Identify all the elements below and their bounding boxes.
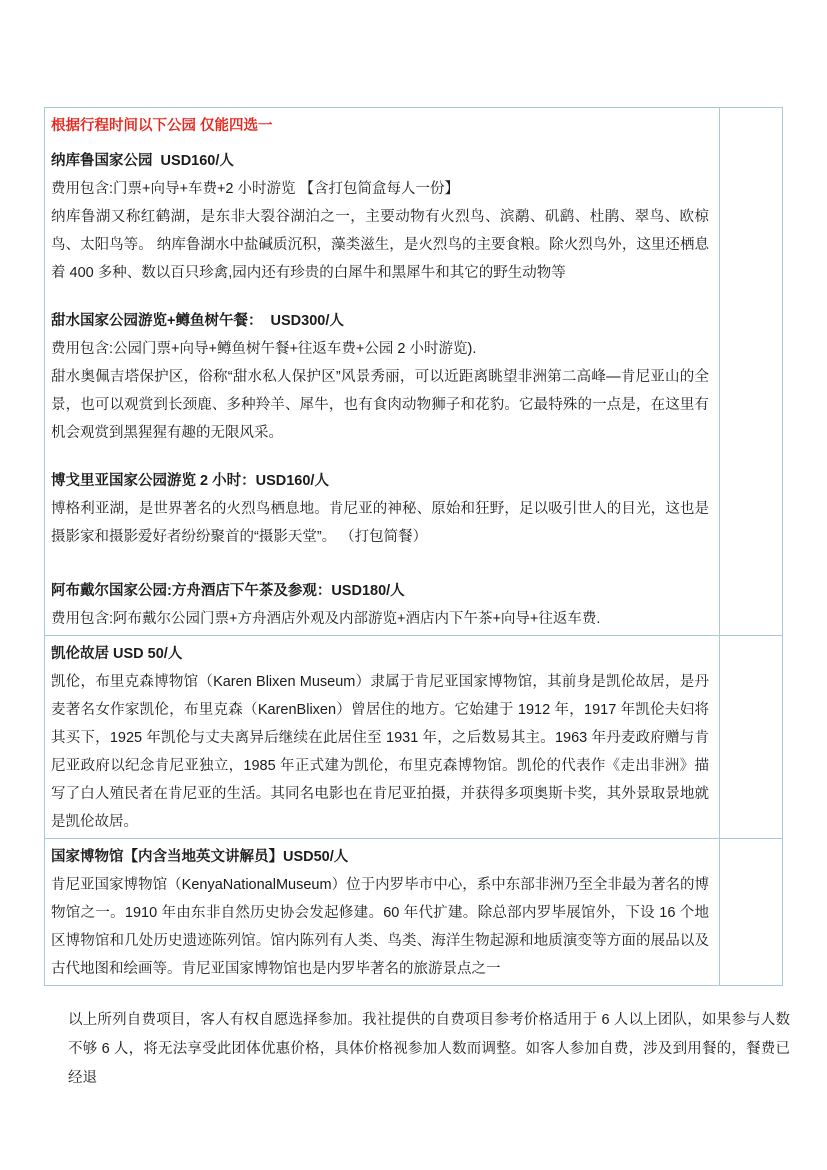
notice-heading: 根据行程时间以下公园 仅能四选一	[51, 118, 273, 134]
parks-choice-cell	[45, 108, 719, 635]
park-bogoria-description: 博格利亚湖，是世界著名的火烈鸟栖息地。肯尼亚的神秘、原始和狂野，足以吸引世人的目光，这也是摄影家和摄影爱好者纷纷聚首的“摄影天堂”。 （打包简餐）	[51, 501, 709, 545]
optional-tours-table	[44, 107, 783, 986]
side-empty-cell-1	[719, 108, 782, 635]
side-empty-cell-2	[719, 636, 782, 838]
national-museum-description: 肯尼亚国家博物馆（KenyaNationalMuseum）位于内罗毕市中心，系中东部非洲乃至全非最为著名的博物馆之一。1910 年由东非自然历史协会发起修建。60 年代扩建。除总部内罗毕展馆外，下设 16 个地区博物馆和几处历史遗迹陈列馆。馆内陈列有人类、鸟类、海洋生物起源和地质演变等方面的展品以及古代地图和绘画等。肯尼亚国家博物馆也是内罗毕著名的旅游景点之一	[51, 877, 709, 977]
park-bogoria-title: 博戈里亚国家公园游览 2 小时：USD160/人	[51, 473, 329, 489]
park-sweetwater-description: 甜水奥佩吉塔保护区，俗称“甜水私人保护区”风景秀丽，可以近距离眺望非洲第二高峰—肯尼亚山的全景，也可以观赏到长颈鹿、多种羚羊、犀牛，也有食肉动物狮子和花豹。它最特殊的一点是，在这里有机会观赏到黑猩猩有趣的无限风采。	[51, 369, 709, 441]
table-row-parks-choice	[45, 108, 782, 636]
national-museum-cell	[45, 839, 719, 985]
karen-house-title: 凯伦故居 USD 50/人	[51, 646, 183, 662]
national-museum-title: 国家博物馆【内含当地英文讲解员】USD50/人	[51, 849, 349, 865]
park-sweetwater-title: 甜水国家公园游览+鳟鱼树午餐： USD300/人	[51, 313, 344, 329]
karen-house-description: 凯伦，布里克森博物馆（Karen Blixen Museum）隶属于肯尼亚国家博物馆，其前身是凯伦故居，是丹麦著名女作家凯伦，布里克森（KarenBlixen）曾居住的地方。它始建于 1912 年，1917 年凯伦夫妇将其买下，1925 年凯伦与丈夫离异后继续在此居住至 1931 年，之后数易其主。1963 年丹麦政府赠与肯尼亚政府以纪念肯尼亚独立，1985 年正式建为凯伦，布里克森博物馆。凯伦的代表作《走出非洲》描写了白人殖民者在肯尼亚的生活。其同名电影也在肯尼亚拍摄，并获得多项奥斯卡奖，其外景取景地就是凯伦故居。	[51, 674, 709, 830]
side-empty-cell-3	[719, 839, 782, 985]
park-nakuru-title: 纳库鲁国家公园 USD160/人	[51, 153, 234, 169]
karen-house-cell	[45, 636, 719, 838]
park-aberdare-fee: 费用包含:阿布戴尔公园门票+方舟酒店外观及内部游览+酒店内下午茶+向导+往返车费.	[51, 611, 601, 627]
park-sweetwater-fee: 费用包含:公园门票+向导+鳟鱼树午餐+往返车费+公园 2 小时游览).	[51, 341, 477, 357]
table-row-national-museum	[45, 839, 782, 985]
table-row-karen-house	[45, 636, 782, 839]
park-aberdare-title: 阿布戴尔国家公园:方舟酒店下午茶及参观：USD180/人	[51, 583, 405, 599]
park-nakuru-description: 纳库鲁湖又称红鹤湖，是东非大裂谷湖泊之一，主要动物有火烈鸟、滨鹬、矶鹞、杜鹃、翠鸟、欧椋鸟、太阳鸟等。 纳库鲁湖水中盐碱质沉积，藻类滋生，是火烈鸟的主要食粮。除火烈鸟外，这里还栖息着 400 多种、数以百只珍禽,园内还有珍贵的白犀牛和黑犀牛和其它的野生动物等	[51, 209, 709, 281]
park-nakuru-fee: 费用包含:门票+向导+车费+2 小时游览 【含打包简盒每人一份】	[51, 181, 460, 197]
footer-paragraph: 以上所列自费项目，客人有权自愿选择参加。我社提供的自费项目参考价格适用于 6 人以上团队，如果参与人数不够 6 人，将无法享受此团体优惠价格，具体价格视参加人数而调整。如客人参加自费，涉及到用餐的，餐费已经退	[68, 1012, 790, 1086]
